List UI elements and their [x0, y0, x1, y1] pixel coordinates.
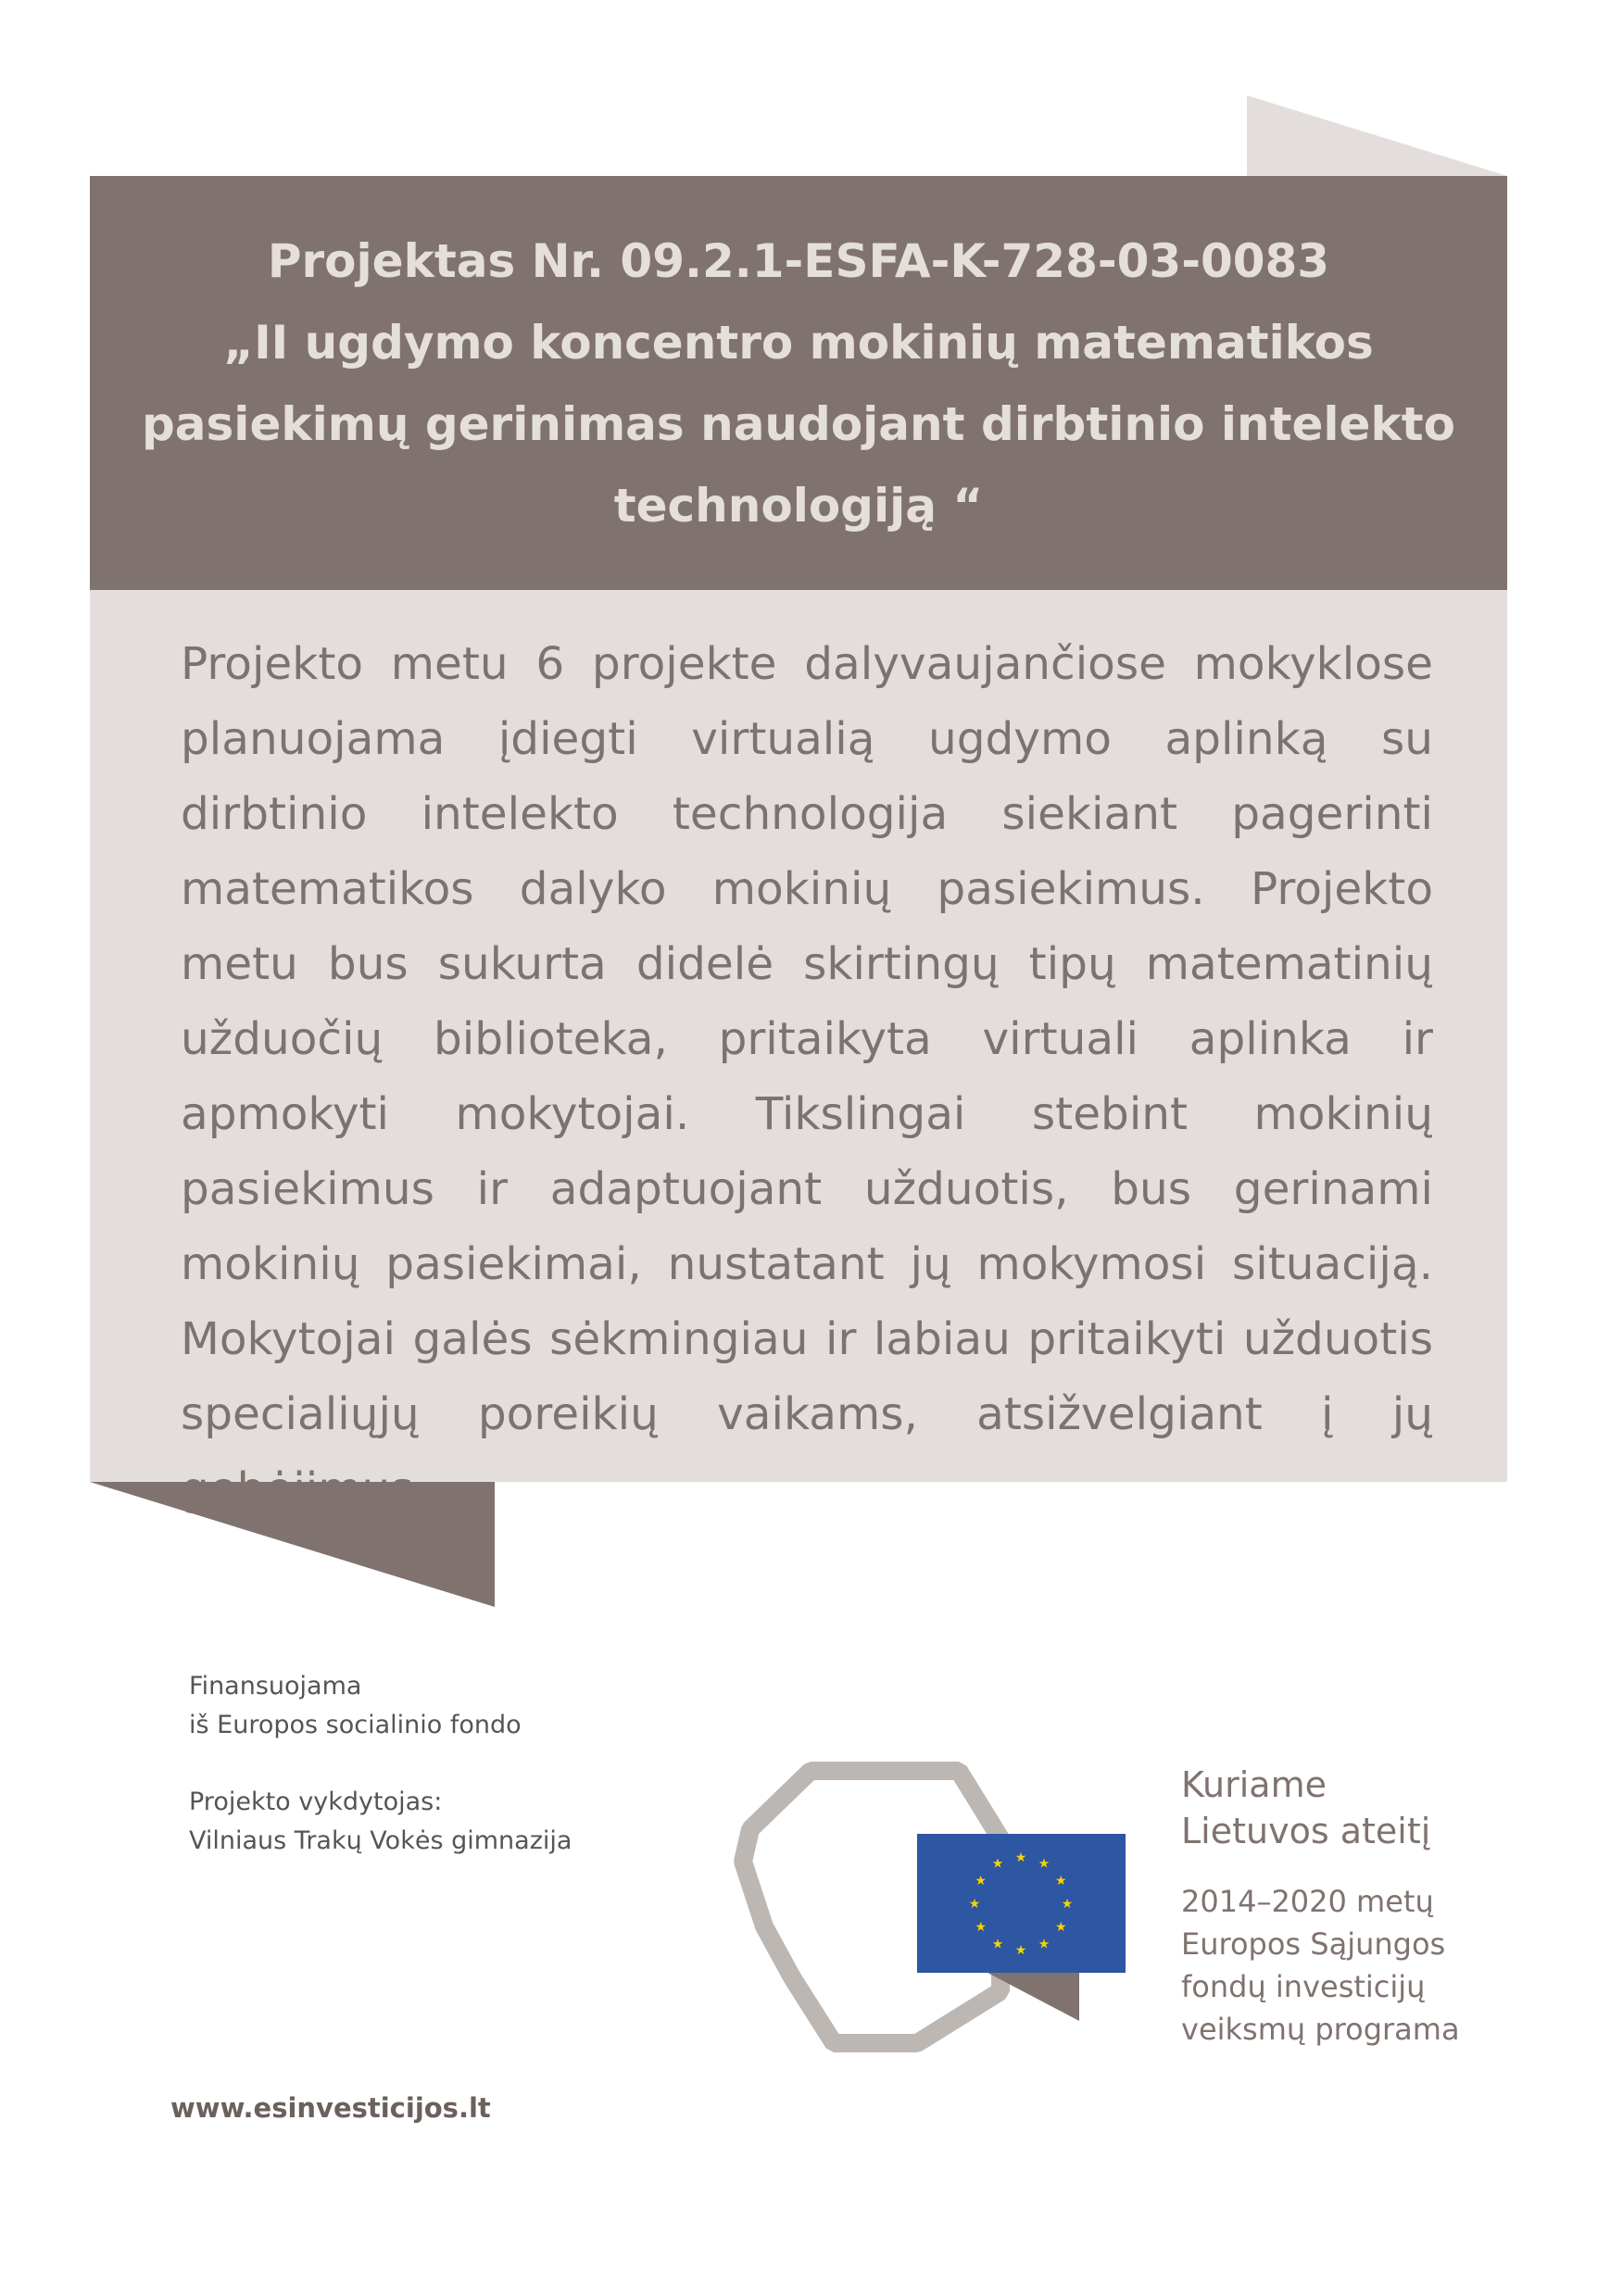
description-panel — [90, 590, 1507, 1482]
project-executor — [189, 1783, 572, 1861]
project-description: Projekto metu 6 projekte dalyvaujančiose mokyklose planuojama įdiegti virtualią ugdymo aplinką su dirbtinio intelekto technologija siekiant pagerinti matematikos dalyko mokinių pasiekimus. Projekto metu bus sukurta didelė skirtingų tipų matematinių užduočių biblioteka, pritaikyta virtuali aplinka ir apmokyti mokytojai. Tikslingai stebint mokinių pasiekimus ir adaptuojant užduotis, bus gerinami mokinių pasiekimai, nustatant jų mokymosi situaciją. Mokytojai galės sėkmingiau ir labiau pritaikyti užduotis specialiųjų poreikių vaikams, atsižvelgiant į jų — [181, 638, 1433, 1440]
funding-line: iš Europos socialinio fondo — [189, 1711, 522, 1739]
eu-star-icon: ★ — [1038, 1937, 1051, 1952]
program-line: Europos Sąjungos — [1181, 1926, 1446, 1962]
project-title-line: „II ugdymo koncentro mokinių matematikos — [223, 315, 1374, 370]
eu-star-icon: ★ — [991, 1937, 1004, 1952]
project-title-line: Projektas Nr. 09.2.1-ESFA-K-728-03-0083 — [267, 233, 1330, 288]
program-line: 2014–2020 metų — [1181, 1884, 1434, 1919]
slogan-line: Kuriame — [1181, 1764, 1327, 1805]
bottom-ribbon-fold — [0, 1477, 556, 1616]
website-link[interactable]: www.esinvesticijos.lt — [170, 2092, 491, 2124]
eu-star-icon: ★ — [1038, 1856, 1051, 1872]
executor-name: Vilniaus Trakų Vokės gimnazija — [189, 1826, 572, 1855]
program-line: fondų investicijų — [1181, 1969, 1426, 2004]
program-line: veiksmų programa — [1181, 2012, 1460, 2047]
eu-star-icon: ★ — [1014, 1943, 1027, 1958]
funding-note — [189, 1667, 522, 1745]
eu-star-icon: ★ — [968, 1897, 981, 1912]
eu-star-icon: ★ — [975, 1874, 987, 1888]
eu-flag-icon — [917, 1834, 1126, 1973]
executor-label: Projekto vykdytojas: — [189, 1788, 443, 1816]
slogan — [1181, 1762, 1430, 1854]
eu-star-icon: ★ — [991, 1856, 1004, 1872]
top-ribbon-fold — [0, 0, 1623, 185]
eu-star-icon: ★ — [1014, 1851, 1027, 1865]
project-title-line: pasiekimų gerinimas naudojant dirbtinio intelekto — [142, 396, 1455, 451]
eu-star-icon: ★ — [975, 1920, 987, 1935]
project-title-line: technologiją “ — [613, 478, 984, 533]
es-investment-logo — [723, 1760, 1149, 2056]
project-title — [142, 220, 1455, 546]
funding-line: Finansuojama — [189, 1672, 362, 1700]
eu-star-icon: ★ — [1055, 1874, 1067, 1888]
slogan-line: Lietuvos ateitį — [1181, 1811, 1431, 1851]
eu-star-icon: ★ — [1061, 1897, 1074, 1912]
title-banner — [90, 176, 1507, 590]
eu-star-icon: ★ — [1055, 1920, 1067, 1935]
operational-program — [1181, 1880, 1460, 2051]
